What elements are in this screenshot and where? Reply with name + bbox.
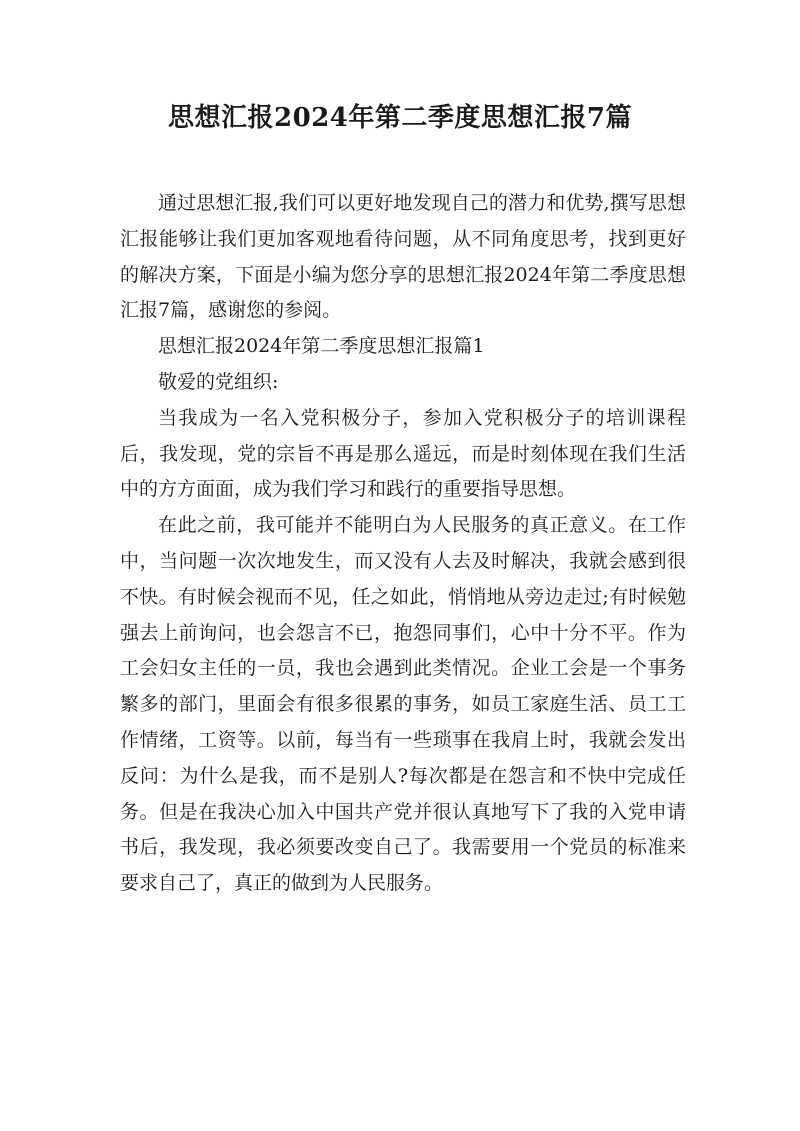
document-title: 思想汇报2024年第二季度思想汇报7篇: [168, 103, 632, 133]
document-body: [120, 186, 686, 902]
salutation: 敬爱的党组织:: [158, 370, 279, 393]
intro-paragraph: 通过思想汇报,我们可以更好地发现自己的潜力和优势,撰写思想汇报能够让我们更加客观地看待问题，从不同角度思考，找到更好的解决方案，下面是小编为您分享的思想汇报2024年第二季度思想汇报7篇，感谢您的参阅。: [120, 192, 686, 322]
body-paragraph: 当我成为一名入党积极分子，参加入党积极分子的培训课程后，我发现，党的宗旨不再是那么遥远，而是时刻体现在我们生活中的方方面面，成为我们学习和践行的重要指导思想。: [120, 406, 686, 501]
section-heading: 思想汇报2024年第二季度思想汇报篇1: [158, 335, 485, 358]
body-paragraph: 在此之前，我可能并不能明白为人民服务的真正意义。在工作中，当问题一次次地发生，而又没有人去及时解决，我就会感到很不快。有时候会视而不见，任之如此，悄悄地从旁边走过;有时候勉强去上前询问，也会怨言不已，抱怨同事们，心中十分不平。作为工会妇女主任的一员，我也会遇到此类情况。企业工会是一个事务繁多的部门，里面会有很多很累的事务，如员工家庭生活、员工工作情绪，工资等。以前，每当有一些琐事在我肩上时，我就会发出反问：为什么是我，而不是别人?每次都是在怨言和不快中完成任务。但是在我决心加入中国共产党并很认真地写下了我的入党申请书后，我发现，我必须要改变自己了。我需要用一个党员的标准来要求自己了，真正的做到为人民服务。: [120, 514, 686, 895]
